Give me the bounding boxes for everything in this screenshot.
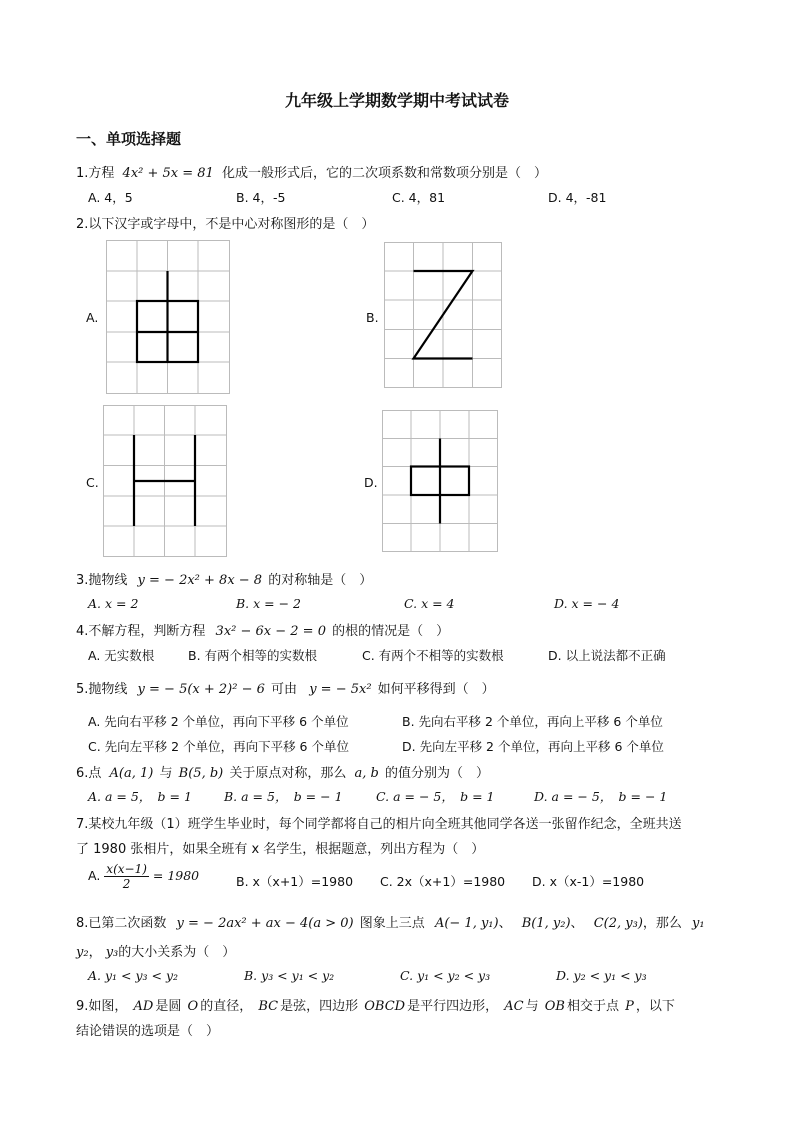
q5-option-a[interactable]: A. 先向右平移 2 个单位，再向下平移 6 个单位 [88, 714, 349, 729]
q4-option-a[interactable]: A. 无实数根 [88, 648, 155, 663]
q7-option-b[interactable]: B. x（x+1）=1980 [236, 874, 354, 889]
q6-option-b[interactable]: B. a = 5， b = − 1 [224, 789, 343, 804]
q6-point-b: B(5, b) [178, 766, 224, 781]
q6-mid: 与 [159, 766, 173, 781]
q8-mid: 图象上三点 [359, 916, 425, 931]
q2-figure-b [384, 242, 502, 388]
q1-option-a[interactable]: A. 4，5 [88, 190, 133, 205]
q3-option-c[interactable]: C. x = 4 [404, 596, 455, 611]
q5-option-c[interactable]: C. 先向左平移 2 个单位，再向下平移 6 个单位 [88, 739, 349, 754]
q8-line-2-suffix: 的大小关系为（ ） [118, 945, 236, 960]
q7-option-d[interactable]: D. x（x-1）=1980 [532, 874, 645, 889]
q9-text-7: ，以下 [635, 999, 675, 1014]
q9-ob: OB [544, 999, 565, 1014]
q6-option-d[interactable]: D. a = − 5， b = − 1 [534, 789, 668, 804]
q6-suffix: 的值分别为（ ） [385, 766, 490, 781]
q3-option-a[interactable]: A. x = 2 [88, 596, 139, 611]
question-7-line-1: 7.某校九年级（1）班学生毕业时，每个同学都将自己的相片向全班其他同学各送一张留作纪念，全班共送 [76, 817, 682, 832]
q5-option-b[interactable]: B. 先向右平移 2 个单位，再向上平移 6 个单位 [402, 714, 663, 729]
question-3-stem [76, 569, 372, 588]
q9-text-6: 相交于点 [566, 999, 619, 1014]
question-6-stem [76, 762, 489, 781]
q7-option-a-rhs: = 1980 [152, 868, 200, 883]
q8-y2: y₂ [76, 945, 89, 960]
question-5-stem [76, 678, 495, 697]
q7-option-a[interactable] [88, 862, 199, 891]
q9-text-1: 是圆 [155, 999, 182, 1014]
q3-prefix: 3.抛物线 [76, 573, 128, 588]
q6-vars: a, b [354, 766, 379, 781]
q7-option-a-label: A. [88, 868, 101, 883]
question-7-line-2: 了 1980 张相片，如果全班有 x 名学生，根据题意，列出方程为（ ） [76, 842, 485, 857]
q1-option-c[interactable]: C. 4，81 [392, 190, 446, 205]
q8-option-a[interactable]: A. y₁ < y₃ < y₂ [88, 968, 179, 983]
q4-suffix: 的根的情况是（ ） [332, 624, 450, 639]
question-9-line-1 [76, 995, 675, 1014]
q2-figure-d [382, 410, 498, 552]
q5-prefix: 5.抛物线 [76, 682, 128, 697]
q4-equation: 3x² − 6x − 2 = 0 [215, 624, 326, 639]
q4-prefix: 4.不解方程，判断方程 [76, 624, 206, 639]
q9-text-4: 是平行四边形， [407, 999, 499, 1014]
q9-obcd: OBCD [364, 999, 406, 1014]
q6-option-c[interactable]: C. a = − 5， b = 1 [376, 789, 495, 804]
q8-tail: ，那么 [642, 916, 682, 931]
q6-point-a: A(a, 1) [109, 766, 154, 781]
q6-prefix: 6.点 [76, 766, 102, 781]
q9-p: P [625, 999, 634, 1014]
q6-option-a[interactable]: A. a = 5， b = 1 [88, 789, 192, 804]
q8-separator-2: 、 [570, 916, 584, 931]
q5-equation-1: y = − 5(x + 2)² − 6 [137, 682, 265, 697]
q2-figure-a [106, 240, 230, 394]
q6-mid2: 关于原点对称，那么 [229, 766, 347, 781]
q4-option-d[interactable]: D. 以上说法都不正确 [548, 648, 666, 663]
q5-equation-2: y = − 5x² [309, 682, 372, 697]
q9-ac: AC [504, 999, 524, 1014]
q2-option-d-label[interactable]: D. [364, 475, 378, 490]
q9-text-2: 的直径， [200, 999, 253, 1014]
q8-y3: y₃ [105, 945, 119, 960]
question-9-line-2: 结论错误的选项是（ ） [76, 1024, 220, 1039]
q8-prefix: 8.已第二次函数 [76, 916, 167, 931]
question-4-stem [76, 620, 449, 639]
q9-ad: AD [133, 999, 154, 1014]
q7-option-a-fraction [104, 862, 149, 891]
q4-option-c[interactable]: C. 有两个不相等的实数根 [362, 648, 504, 663]
q8-option-b[interactable]: B. y₃ < y₁ < y₂ [244, 968, 335, 983]
q3-option-b[interactable]: B. x = − 2 [236, 596, 302, 611]
page-title: 九年级上学期数学期中考试试卷 [284, 91, 509, 110]
question-2-stem: 2.以下汉字或字母中，不是中心对称图形的是（ ） [76, 217, 375, 232]
q8-function: y = − 2ax² + ax − 4(a > 0) [176, 916, 354, 931]
q2-option-b-label[interactable]: B. [366, 310, 379, 325]
q9-prefix: 9.如图， [76, 999, 128, 1014]
q8-point-c: C(2, y₃) [593, 916, 643, 931]
q5-suffix: 如何平移得到（ ） [377, 682, 495, 697]
q2-figure-c [103, 405, 227, 557]
q8-point-b: B(1, y₂) [521, 916, 571, 931]
q8-option-c[interactable]: C. y₁ < y₂ < y₃ [400, 968, 491, 983]
q3-equation: y = − 2x² + 8x − 8 [137, 573, 263, 588]
q7-fraction-numerator: x(x−1) [106, 862, 147, 876]
q9-bc: BC [258, 999, 279, 1014]
q7-fraction-denominator: 2 [122, 877, 131, 891]
q1-prefix: 1.方程 [76, 166, 115, 181]
q3-suffix: 的对称轴是（ ） [268, 573, 373, 588]
q5-mid: 可由 [271, 682, 298, 697]
q2-option-a-label[interactable]: A. [86, 310, 99, 325]
q8-separator-1: 、 [498, 916, 512, 931]
q3-option-d[interactable]: D. x = − 4 [554, 596, 620, 611]
q9-o: O [187, 999, 199, 1014]
q9-text-5: 与 [525, 999, 539, 1014]
q8-y1: y₁ [692, 916, 705, 931]
q1-option-d[interactable]: D. 4，-81 [548, 190, 607, 205]
question-8-line-2: y₂， y₃的大小关系为（ ） [76, 945, 236, 960]
q1-equation: 4x² + 5x = 81 [122, 166, 214, 181]
q2-option-c-label[interactable]: C. [86, 475, 99, 490]
q5-option-d[interactable]: D. 先向左平移 2 个单位，再向上平移 6 个单位 [402, 739, 664, 754]
q8-option-d[interactable]: D. y₂ < y₁ < y₃ [556, 968, 647, 983]
q9-text-3: 是弦，四边形 [280, 999, 359, 1014]
question-1-stem [76, 162, 547, 181]
section-heading: 一、单项选择题 [76, 130, 182, 148]
q8-point-a: A(− 1, y₁) [434, 916, 499, 931]
q1-option-b[interactable]: B. 4，-5 [236, 190, 286, 205]
q1-suffix: 化成一般形式后，它的二次项系数和常数项分别是（ ） [221, 166, 547, 181]
q4-option-b[interactable]: B. 有两个相等的实数根 [188, 648, 318, 663]
q7-option-c[interactable]: C. 2x（x+1）=1980 [380, 874, 506, 889]
question-8-line-1 [76, 912, 705, 931]
